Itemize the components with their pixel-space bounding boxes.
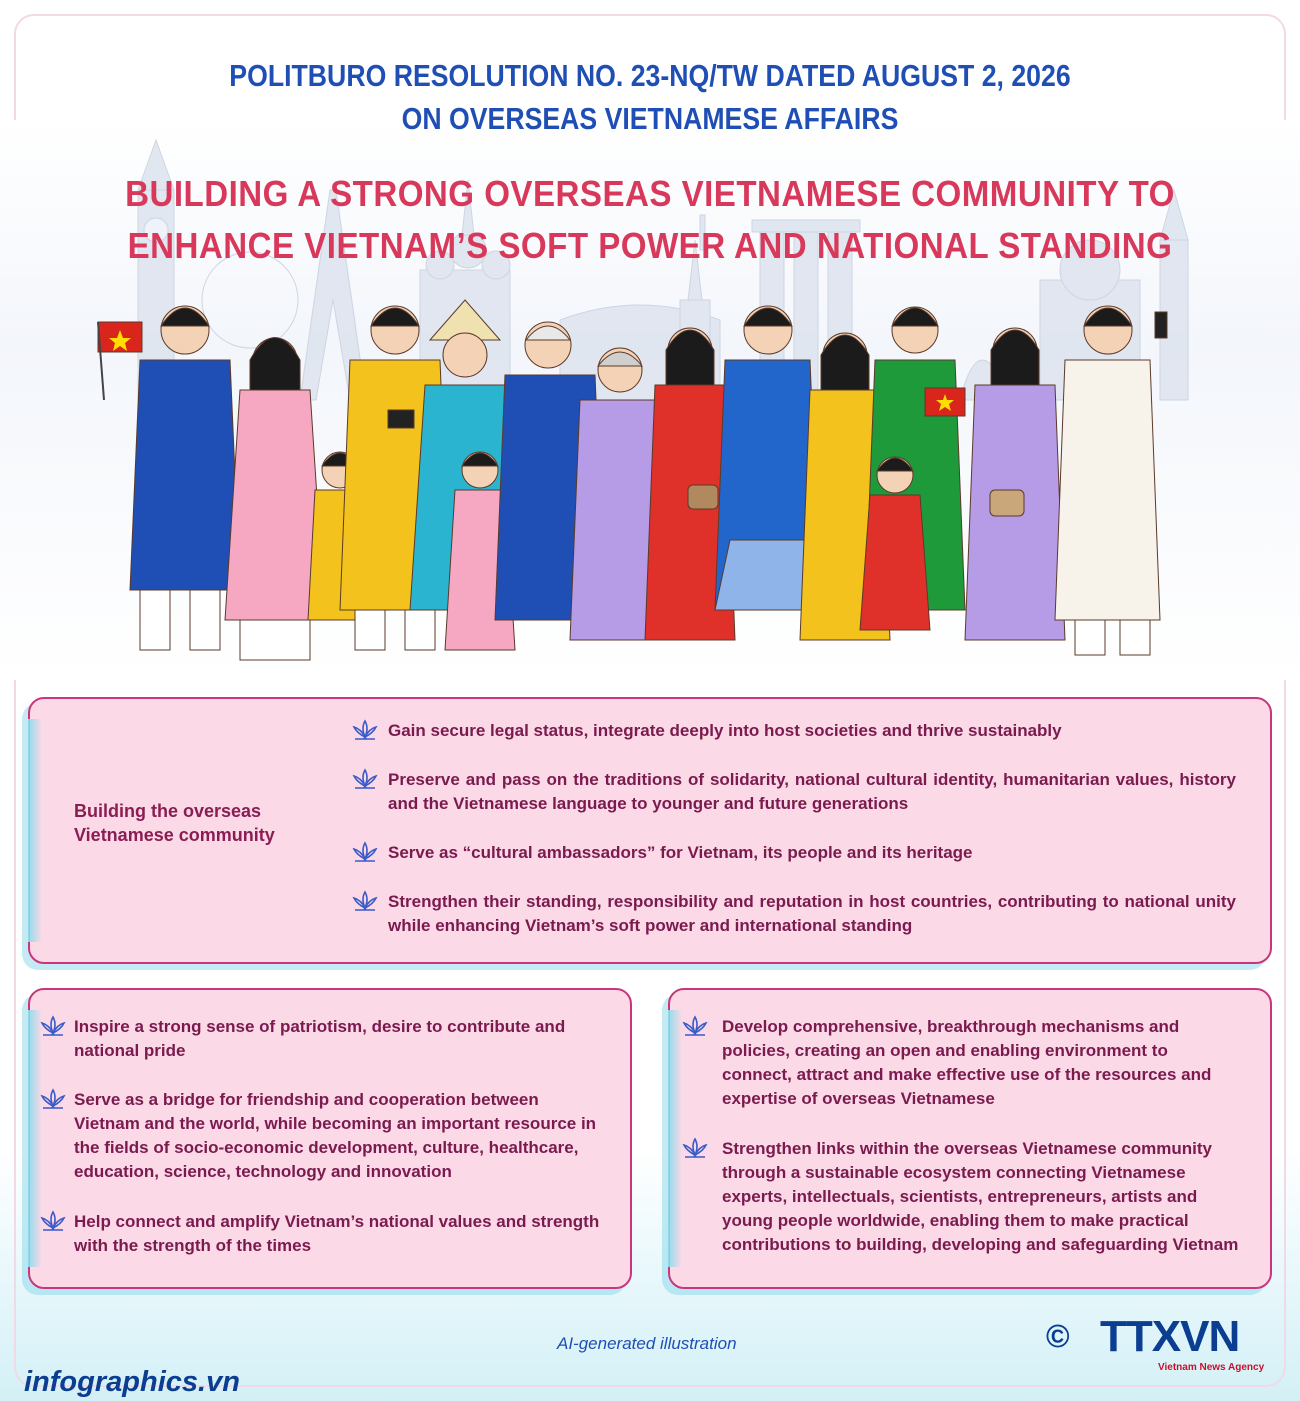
resolution-title-line-1: POLITBURO RESOLUTION NO. 23-NQ/TW DATED AUGUST 2, 2026 <box>229 58 1071 93</box>
copyright-symbol: © <box>1046 1318 1070 1354</box>
ttxvn-logo-subtitle: Vietnam News Agency <box>1158 1362 1265 1373</box>
resolution-title <box>91 54 1209 140</box>
community-role-box <box>28 988 632 1289</box>
list-item: Help connect and amplify Vietnam’s national values and strength with the strength of the times <box>74 1210 604 1258</box>
lotus-icon <box>40 1088 66 1110</box>
lotus-icon <box>40 1015 66 1037</box>
community-building-box <box>28 697 1272 964</box>
lotus-icon <box>352 719 378 741</box>
policy-box <box>668 988 1272 1289</box>
list-item: Strengthen their standing, responsibility and reputation in host countries, contributing to national unity while enhancing Vietnam’s soft power and international standing <box>388 890 1236 938</box>
main-title-line-2: ENHANCE VIETNAM’S SOFT POWER AND NATIONAL STANDING <box>127 225 1173 266</box>
resolution-title-line-2: ON OVERSEAS VIETNAMESE AFFAIRS <box>401 101 899 136</box>
lotus-icon <box>40 1210 66 1232</box>
list-item: Develop comprehensive, breakthrough mechanisms and policies, creating an open and enabling environment to connect, attract and make effective use of the resources and expertise of overseas Vietnamese <box>722 1015 1242 1111</box>
ao-dai-people-illustration <box>0 290 1300 690</box>
lotus-icon <box>352 768 378 790</box>
ttxvn-logo: TTXVN <box>1100 1312 1240 1361</box>
lotus-icon <box>682 1137 708 1159</box>
lotus-icon <box>352 890 378 912</box>
box-title: Building the overseas Vietnamese community <box>74 801 275 845</box>
lotus-icon <box>352 841 378 863</box>
illustration-credit: AI-generated illustration <box>557 1334 737 1353</box>
list-item: Gain secure legal status, integrate deeply into host societies and thrive sustainably <box>388 719 1236 743</box>
list-item: Preserve and pass on the traditions of solidarity, national cultural identity, humanitarian values, history and the Vietnamese language to younger and future generations <box>388 768 1236 816</box>
list-item: Serve as “cultural ambassadors” for Vietnam, its people and its heritage <box>388 841 1236 865</box>
site-brand-link[interactable]: infographics.vn <box>24 1366 240 1398</box>
main-title <box>52 168 1248 272</box>
list-item: Strengthen links within the overseas Vietnamese community through a sustainable ecosystem connecting Vietnamese experts, intellectuals, scientists, entrepreneurs, artists and young people worldwide, enabling them to make practical contributions to building, developing and safeguarding Vietnam <box>722 1137 1242 1257</box>
list-item: Inspire a strong sense of patriotism, desire to contribute and national pride <box>74 1015 604 1063</box>
list-item: Serve as a bridge for friendship and cooperation between Vietnam and the world, while becoming an important resource in the fields of socio-economic development, culture, healthcare, education, science, technology and innovation <box>74 1088 604 1184</box>
main-title-line-1: BUILDING A STRONG OVERSEAS VIETNAMESE COMMUNITY TO <box>125 173 1175 214</box>
lotus-icon <box>682 1015 708 1037</box>
